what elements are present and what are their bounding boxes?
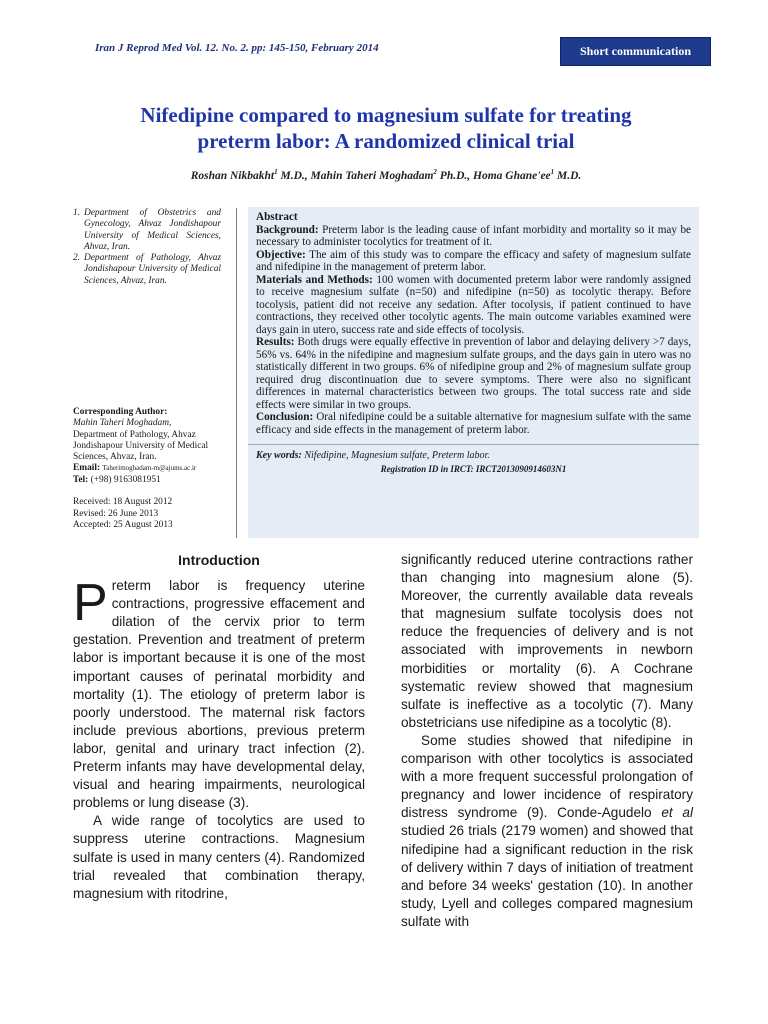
column-divider [236,208,237,538]
abstract-heading: Abstract [256,211,298,223]
paragraph-text: Some studies showed that nifedipine in comparison with other tocolytics is associated with a more frequent successful prolongation of pregnancy and lower incidence of respiratory distress syndrome (9). Conde-Agudelo [401,732,693,821]
affiliation-item [73,253,221,287]
intro-paragraph-2: A wide range of tocolytics are used to suppress uterine contractions. Magnesium sulfate is used in many centers (4). Randomized trial revealed that combination therapy, magnesium with ritodrine, [73,813,365,901]
author-affil-sup: 1 [274,168,278,176]
section-label: Materials and Methods: [256,273,373,286]
tel-value: (+98) 9163081951 [90,474,161,485]
intro-paragraph-3: significantly reduced uterine contractions rather than changing into magnesium alone (5). Moreover, the currently available data reveals that magnesium sulfate tocolysis does not reduce the frequencies of delivery and is not associated with improvements in newborn morbidities or mortality (6). A Cochrane systematic review showed that magnesium sulfate is ineffective as a tocolytic (7). Many obstetricians use nifedipine as a tocolytic (8). [401,552,693,730]
section-text: Oral nifedipine could be a suitable alternative for magnesium sulfate with the same efficacy and side effects in the management of preterm labor. [256,411,691,436]
corresponding-name: Mahin Taheri Moghadam, [73,418,172,429]
abstract-divider [248,444,699,445]
author-degree: M.D. [557,169,582,182]
author-degree: M.D., [280,169,308,182]
body-column-right [401,551,693,931]
journal-citation: Iran J Reprod Med Vol. 12. No. 2. pp: 145-150, February 2014 [95,42,379,54]
affiliation-number: 2. [73,253,81,264]
affiliation-number: 1. [73,208,81,218]
email-label: Email: [73,463,101,474]
section-label: Conclusion: [256,411,314,423]
article-title [60,102,712,154]
paragraph-text: studied 26 trials (2179 women) and showed that nifedipine had a significant reduction in the risk of delivery within 7 days of initiation of treatment and before 34 weeks' gestation (10). In another study, Lyell and colleges compared magnesium sulfate with [401,823,693,929]
keywords-text: Nifedipine, Magnesium sulfate, Preterm labor. [304,450,490,461]
revised-date: Revised: 26 June 2013 [73,508,159,519]
corresponding-tel-row [73,475,221,486]
accepted-date: Accepted: 25 August 2013 [73,520,173,531]
email-link[interactable]: Taherimoghadam-m@ajums.ac.ir [102,464,197,473]
affiliation-text: Department of Obstetrics and Gynecology, Ahvaz Jondishapour University of Medical Sciences, Ahvaz, Iran. [84,208,221,252]
affiliation-item [73,208,221,253]
section-text: The aim of this study was to compare the efficacy and safety of magnesium sulfate and nifedipine in the management of preterm labor. [256,248,691,273]
abstract-objective [256,249,691,274]
affiliation-text: Department of Pathology, Ahvaz Jondishapour University of Medical Sciences, Ahvaz, Iran. [84,253,221,286]
section-text: Preterm labor is the leading cause of infant morbidity and mortality so it may be necessary to administer tocolytics for treatment of it. [256,223,692,248]
abstract-methods [256,274,691,337]
intro-paragraph-4 [401,732,693,931]
paragraph-text: reterm labor is frequency uterine contractions, progressive effacement and dilation of the cervix prior to term gestation. Prevention and treatment of preterm labor is important because it is one of the most important causes of perinatal morbidity and mortality (1). The etiology of preterm labor is poorly understood. The maternal risk factors include previous abortions, previous preterm labor, genital and urinary tract infection (2). Preterm infants may have developmental delay, visual and hearing impairments, neurological problems or lung disease (3). [73,578,365,811]
affiliations [73,208,221,287]
tel-label: Tel: [73,474,89,485]
intro-paragraph-1 [73,574,365,812]
author-name: Mahin Taheri Moghadam [310,169,434,182]
author-affil-sup: 1 [550,168,555,176]
title-line-1: Nifedipine compared to magnesium sulfate for treating [140,103,632,127]
section-text: 100 women with documented preterm labor were randomly assigned to receive magnesium sulfate (n=50) and nifedipine (n=50) as tocolytic therapy. Before tocolysis, patient did not receive any sedation. After tocolysis, if patient continued to have contractions, they received other tocolytic agents. The main outcome variables examined were days gain in utero, success rate and side effects of tocolysis. [256,273,692,336]
author-list [60,168,712,182]
received-date: Received: 18 August 2012 [73,497,173,507]
drop-cap: P [73,574,108,633]
section-label: Results: [256,336,295,348]
et-al-text: et al [661,805,693,821]
section-heading-introduction: Introduction [178,552,260,568]
abstract-box [248,207,699,538]
registration-id: Registration ID in IRCT: IRCT2013090914603N1 [380,463,567,474]
submission-dates [73,497,223,532]
author-degree: Ph.D., [439,169,471,182]
corresponding-label: Corresponding Author: [73,407,168,417]
keywords-label: Key words: [256,450,302,461]
corresponding-author [73,407,221,486]
author-affil-sup: 2 [433,168,437,176]
abstract-background [256,224,691,249]
section-text: Both drugs were equally effective in prevention of labor and delaying delivery >7 days, 56% vs. 64% in the nifedipine and magnesium sulfate groups, and the days gain in utero was no statistically different in two groups. 6% of nifedipine group and 2% of magnesium sulfate group required drug discontinuation due to severe symptoms. There were also no significant differences in maternal characteristics between two groups. The total success rate and side effects were similar in two groups. [256,336,692,411]
abstract-conclusion [256,411,691,436]
article-type-badge: Short communication [560,37,711,66]
author-name: Homa Ghane'ee [473,169,551,182]
body-column-left [73,551,365,903]
section-label: Objective: [256,248,306,261]
section-label: Background: [256,223,319,236]
title-line-2: preterm labor: A randomized clinical trial [197,129,575,153]
corresponding-email-row [73,463,221,474]
abstract-results [256,336,691,411]
keywords [256,450,691,463]
author-name: Roshan Nikbakht [190,169,275,182]
corresponding-dept: Department of Pathology, Ahvaz Jondishapour University of Medical Sciences, Ahvaz, Iran. [73,429,209,463]
